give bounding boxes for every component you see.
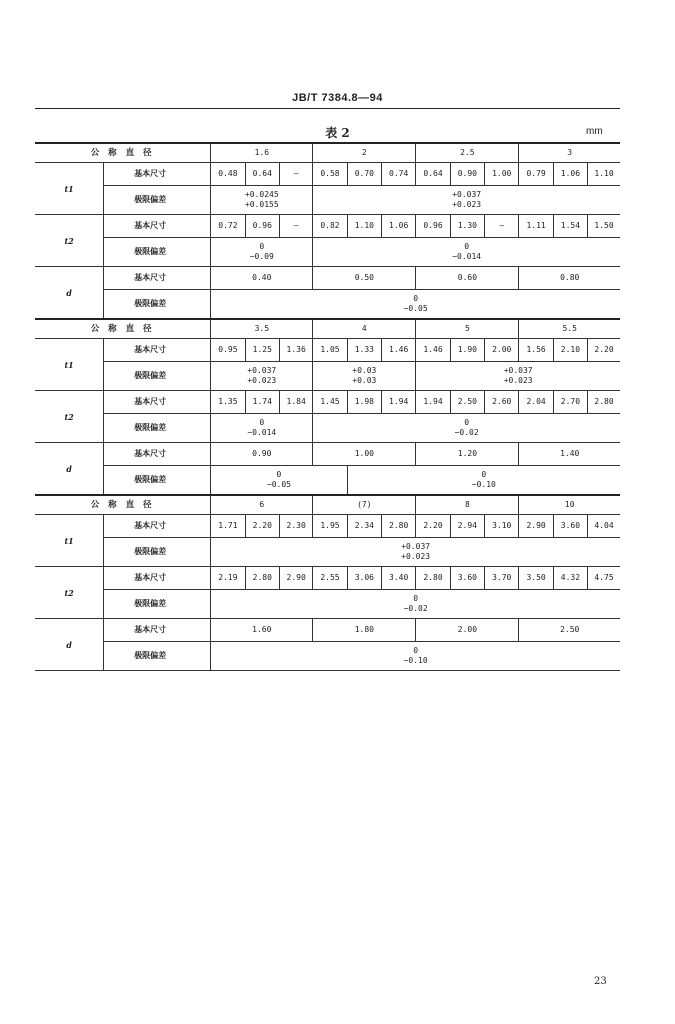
deviation-label: 极限偏差	[104, 290, 211, 320]
basic-value: 4.04	[588, 515, 620, 538]
nominal-size: 10	[519, 495, 620, 515]
basic-value: 0.95	[211, 339, 245, 362]
basic-value: 2.00	[485, 339, 519, 362]
basic-value: 1.30	[450, 215, 484, 238]
section-3-t1-basic-row	[35, 515, 620, 538]
basic-value: 1.11	[519, 215, 553, 238]
basic-value: 3.10	[485, 515, 519, 538]
nominal-diameter-label: 公 称 直 径	[35, 143, 211, 163]
nominal-size: 5.5	[519, 319, 620, 339]
nominal-size: 3	[519, 143, 620, 163]
basic-value: 2.55	[313, 567, 347, 590]
basic-value: 1.10	[347, 215, 381, 238]
basic-value: 2.20	[245, 515, 279, 538]
section-2-nominal-row	[35, 319, 620, 339]
param-d: d	[35, 443, 104, 496]
basic-size-label: 基本尺寸	[104, 567, 211, 590]
basic-value: 0.90	[450, 163, 484, 186]
basic-value: 1.46	[382, 339, 416, 362]
basic-value: 2.80	[416, 567, 450, 590]
nominal-size: 6	[211, 495, 313, 515]
basic-value: 0.96	[245, 215, 279, 238]
basic-value: 1.10	[588, 163, 620, 186]
basic-value: 1.74	[245, 391, 279, 414]
basic-value: 2.50	[450, 391, 484, 414]
deviation-value: 0 −0.014	[313, 238, 620, 267]
nominal-size: 4	[313, 319, 416, 339]
basic-value: 1.46	[416, 339, 450, 362]
basic-size-label: 基本尺寸	[104, 515, 211, 538]
basic-value: 1.06	[382, 215, 416, 238]
unit-label: mm	[586, 126, 603, 137]
param-t1: t1	[35, 515, 104, 567]
section-2-t2-deviation-row	[35, 414, 620, 443]
basic-value: 3.60	[553, 515, 587, 538]
basic-value: 3.06	[347, 567, 381, 590]
basic-value: 1.60	[211, 619, 313, 642]
deviation-value: 0 −0.02	[313, 414, 620, 443]
section-3-t2-deviation-row	[35, 590, 620, 619]
deviation-label: 极限偏差	[104, 414, 211, 443]
nominal-size: 1.6	[211, 143, 313, 163]
basic-value: 1.40	[519, 443, 620, 466]
section-3-d-basic-row	[35, 619, 620, 642]
section-2-t2-basic-row	[35, 391, 620, 414]
basic-value: 1.25	[245, 339, 279, 362]
section-3-d-deviation-row	[35, 642, 620, 671]
deviation-value: +0.037 +0.023	[313, 186, 620, 215]
basic-value: 1.98	[347, 391, 381, 414]
section-3-t2-basic-row	[35, 567, 620, 590]
basic-value: 4.32	[553, 567, 587, 590]
basic-value: 2.94	[450, 515, 484, 538]
basic-value: 3.60	[450, 567, 484, 590]
basic-value: 1.56	[519, 339, 553, 362]
basic-size-label: 基本尺寸	[104, 267, 211, 290]
section-1-t2-basic-row	[35, 215, 620, 238]
basic-value: 0.50	[313, 267, 416, 290]
nominal-diameter-label: 公 称 直 径	[35, 319, 211, 339]
basic-value: 1.54	[553, 215, 587, 238]
basic-value: 2.04	[519, 391, 553, 414]
param-d: d	[35, 267, 104, 320]
deviation-label: 极限偏差	[104, 238, 211, 267]
basic-value: 2.19	[211, 567, 245, 590]
basic-value: 0.58	[313, 163, 347, 186]
basic-value: 1.94	[416, 391, 450, 414]
deviation-label: 极限偏差	[104, 466, 211, 496]
header-rule	[35, 108, 620, 109]
section-1-d-deviation-row	[35, 290, 620, 320]
basic-value: 1.06	[553, 163, 587, 186]
basic-value: —	[485, 215, 519, 238]
basic-value: 2.50	[519, 619, 620, 642]
nominal-size: 3.5	[211, 319, 313, 339]
param-t1: t1	[35, 163, 104, 215]
basic-value: 2.70	[553, 391, 587, 414]
basic-value: 0.64	[245, 163, 279, 186]
nominal-diameter-label: 公 称 直 径	[35, 495, 211, 515]
param-t2: t2	[35, 391, 104, 443]
section-3-t1-deviation-row	[35, 538, 620, 567]
basic-value: 0.82	[313, 215, 347, 238]
section-3-nominal-row	[35, 495, 620, 515]
deviation-value: 0 −0.09	[211, 238, 313, 267]
deviation-value: +0.0245 +0.0155	[211, 186, 313, 215]
basic-value: 0.74	[382, 163, 416, 186]
deviation-value: 0 −0.014	[211, 414, 313, 443]
nominal-size: 2	[313, 143, 416, 163]
basic-value: 2.60	[485, 391, 519, 414]
basic-size-label: 基本尺寸	[104, 163, 211, 186]
basic-value: 1.50	[588, 215, 620, 238]
nominal-size: 5	[416, 319, 519, 339]
deviation-value: +0.037 +0.023	[211, 538, 620, 567]
nominal-size: (7)	[313, 495, 416, 515]
basic-value: 0.79	[519, 163, 553, 186]
basic-value: 2.90	[279, 567, 312, 590]
basic-size-label: 基本尺寸	[104, 339, 211, 362]
deviation-value: 0 −0.10	[211, 642, 620, 671]
section-2-d-deviation-row	[35, 466, 620, 496]
section-2-t1-basic-row	[35, 339, 620, 362]
basic-value: 2.34	[347, 515, 381, 538]
basic-value: 1.36	[279, 339, 312, 362]
basic-size-label: 基本尺寸	[104, 619, 211, 642]
nominal-size: 8	[416, 495, 519, 515]
basic-value: 1.20	[416, 443, 519, 466]
basic-value: —	[279, 163, 312, 186]
basic-value: 0.90	[211, 443, 313, 466]
basic-value: 1.94	[382, 391, 416, 414]
page-number: 23	[594, 976, 607, 987]
deviation-value: +0.037 +0.023	[416, 362, 620, 391]
deviation-value: 0 −0.05	[211, 290, 620, 320]
basic-value: 0.64	[416, 163, 450, 186]
basic-value: 0.96	[416, 215, 450, 238]
basic-value: 1.84	[279, 391, 312, 414]
deviation-value: +0.037 +0.023	[211, 362, 313, 391]
deviation-label: 极限偏差	[104, 362, 211, 391]
basic-value: 3.50	[519, 567, 553, 590]
basic-value: 2.20	[416, 515, 450, 538]
basic-value: 0.40	[211, 267, 313, 290]
param-t2: t2	[35, 567, 104, 619]
basic-value: 0.60	[416, 267, 519, 290]
table-caption: 表 2	[325, 126, 350, 140]
document-code-header: JB/T 7384.8—94	[292, 92, 383, 104]
deviation-label: 极限偏差	[104, 590, 211, 619]
param-d: d	[35, 619, 104, 671]
basic-value: 0.72	[211, 215, 245, 238]
deviation-label: 极限偏差	[104, 642, 211, 671]
section-1-t1-deviation-row	[35, 186, 620, 215]
basic-value: 1.45	[313, 391, 347, 414]
deviation-value: 0 −0.05	[211, 466, 347, 496]
basic-value: 1.95	[313, 515, 347, 538]
basic-value: 0.70	[347, 163, 381, 186]
deviation-label: 极限偏差	[104, 186, 211, 215]
section-1-t2-deviation-row	[35, 238, 620, 267]
basic-value: 2.00	[416, 619, 519, 642]
basic-value: 3.40	[382, 567, 416, 590]
basic-size-label: 基本尺寸	[104, 391, 211, 414]
basic-value: 1.71	[211, 515, 245, 538]
basic-value: 2.80	[382, 515, 416, 538]
basic-value: 0.80	[519, 267, 620, 290]
deviation-label: 极限偏差	[104, 538, 211, 567]
basic-value: 2.30	[279, 515, 312, 538]
basic-value: 4.75	[588, 567, 620, 590]
section-2-t1-deviation-row	[35, 362, 620, 391]
basic-size-label: 基本尺寸	[104, 215, 211, 238]
section-1-d-basic-row	[35, 267, 620, 290]
basic-value: 1.00	[313, 443, 416, 466]
deviation-value: 0 −0.02	[211, 590, 620, 619]
basic-value: 2.90	[519, 515, 553, 538]
section-2-d-basic-row	[35, 443, 620, 466]
basic-value: 1.00	[485, 163, 519, 186]
basic-size-label: 基本尺寸	[104, 443, 211, 466]
basic-value: 2.80	[245, 567, 279, 590]
basic-value: 0.48	[211, 163, 245, 186]
basic-value: 2.20	[588, 339, 620, 362]
basic-value: 1.35	[211, 391, 245, 414]
basic-value: 1.05	[313, 339, 347, 362]
nominal-size: 2.5	[416, 143, 519, 163]
section-1-t1-basic-row	[35, 163, 620, 186]
basic-value: 1.80	[313, 619, 416, 642]
deviation-value: +0.03 +0.03	[313, 362, 416, 391]
basic-value: 1.33	[347, 339, 381, 362]
basic-value: —	[279, 215, 312, 238]
section-1-nominal-row	[35, 143, 620, 163]
basic-value: 2.10	[553, 339, 587, 362]
basic-value: 1.90	[450, 339, 484, 362]
basic-value: 3.70	[485, 567, 519, 590]
deviation-value: 0 −0.10	[347, 466, 620, 496]
basic-value: 2.80	[588, 391, 620, 414]
dimension-table	[35, 142, 620, 671]
param-t1: t1	[35, 339, 104, 391]
param-t2: t2	[35, 215, 104, 267]
